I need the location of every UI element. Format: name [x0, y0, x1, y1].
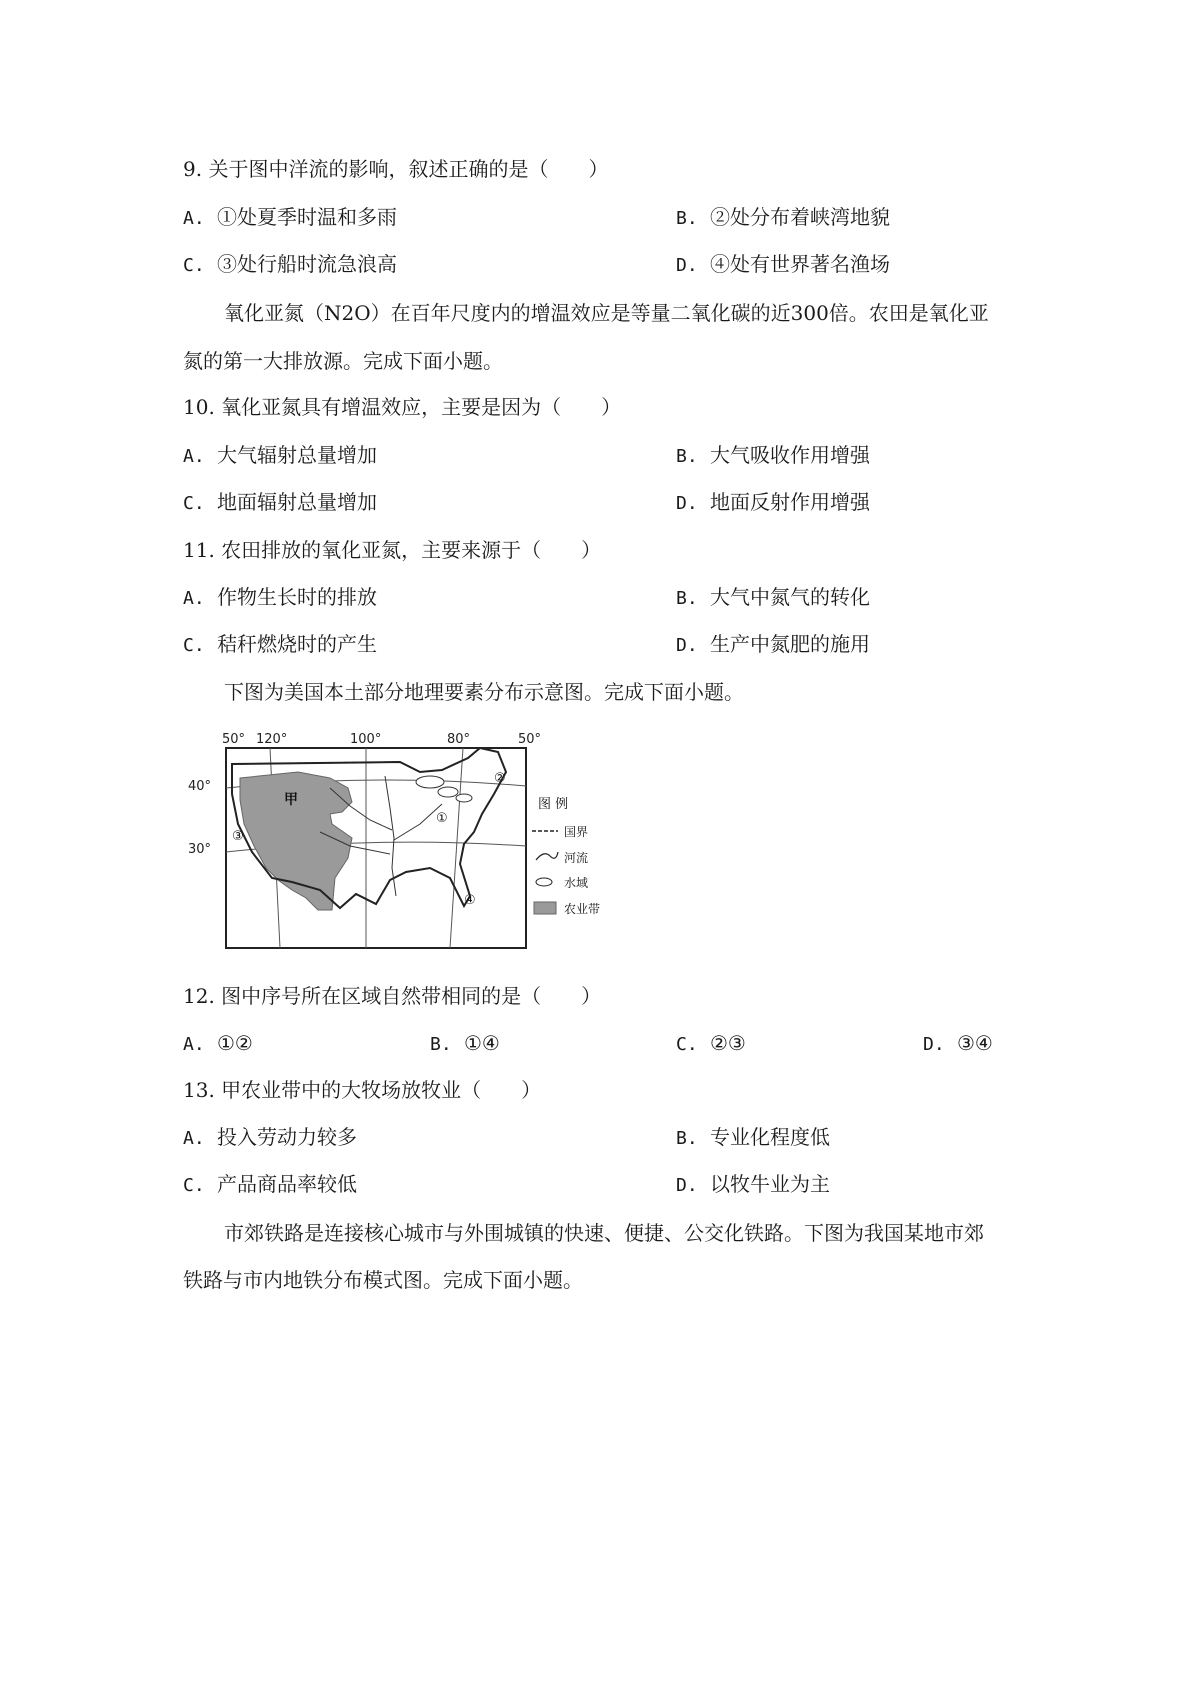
q10-option-a[interactable]: A. 大气辐射总量增加 — [183, 443, 377, 467]
lat-label-30: 30° — [188, 842, 212, 857]
marker-3: ③ — [232, 829, 244, 844]
q11-option-a[interactable]: A. 作物生长时的排放 — [183, 585, 377, 609]
q13-option-a[interactable]: A. 投入劳动力较多 — [183, 1125, 357, 1149]
q11-option-b[interactable]: B. 大气中氮气的转化 — [676, 585, 870, 609]
q10-option-c[interactable]: C. 地面辐射总量增加 — [183, 490, 377, 514]
q9-option-d[interactable]: D. ④处有世界著名渔场 — [676, 252, 890, 276]
usa-map-svg — [180, 728, 640, 958]
marker-2: ② — [494, 771, 506, 786]
legend-title: 图 例 — [538, 797, 569, 812]
q10-stem: 10. 氧化亚氮具有增温效应，主要是因为（ ） — [183, 395, 622, 419]
q13-option-c[interactable]: C. 产品商品率较低 — [183, 1172, 357, 1196]
marker-4: ④ — [464, 893, 476, 908]
usa-intro: 下图为美国本土部分地理要素分布示意图。完成下面小题。 — [224, 680, 744, 704]
region-label-jia: 甲 — [284, 792, 298, 808]
legend-water-swatch — [536, 878, 552, 886]
q12-option-c[interactable]: C. ②③ — [676, 1031, 746, 1055]
q12-option-d[interactable]: D. ③④ — [923, 1031, 993, 1055]
lon-label-5: 50° — [518, 732, 542, 747]
n2o-intro-line-1: 氧化亚氮（N2O）在百年尺度内的增温效应是等量二氧化碳的近300倍。农田是氧化亚 — [224, 301, 989, 325]
q13-option-d[interactable]: D. 以牧牛业为主 — [676, 1172, 830, 1196]
rail-intro-line-1: 市郊铁路是连接核心城市与外围城镇的快速、便捷、公交化铁路。下图为我国某地市郊 — [224, 1221, 984, 1245]
q11-option-c[interactable]: C. 秸秆燃烧时的产生 — [183, 632, 377, 656]
legend-river-swatch — [536, 852, 558, 860]
q9-option-a[interactable]: A. ①处夏季时温和多雨 — [183, 205, 397, 229]
lon-label-1: 50° — [222, 732, 246, 747]
q10-option-d[interactable]: D. 地面反射作用增强 — [676, 490, 870, 514]
q9-option-c[interactable]: C. ③处行船时流急浪高 — [183, 252, 397, 276]
q10-option-b[interactable]: B. 大气吸收作用增强 — [676, 443, 870, 467]
q13-stem: 13. 甲农业带中的大牧场放牧业（ ） — [183, 1078, 542, 1102]
usa-map-figure — [180, 728, 640, 958]
legend-river: 河流 — [564, 851, 589, 865]
legend-agri-swatch — [534, 902, 556, 914]
lon-label-3: 100° — [350, 732, 382, 747]
q13-option-b[interactable]: B. 专业化程度低 — [676, 1125, 830, 1149]
q11-option-d[interactable]: D. 生产中氮肥的施用 — [676, 632, 870, 656]
q11-stem: 11. 农田排放的氧化亚氮，主要来源于（ ） — [183, 538, 602, 562]
lon-label-4: 80° — [447, 732, 471, 747]
legend-border: 国界 — [564, 825, 589, 839]
lon-label-2: 120° — [256, 732, 288, 747]
q9-option-b[interactable]: B. ②处分布着峡湾地貌 — [676, 205, 890, 229]
q9-stem: 9. 关于图中洋流的影响，叙述正确的是（ ） — [183, 157, 609, 181]
legend-water: 水域 — [564, 876, 589, 890]
q12-option-b[interactable]: B. ①④ — [430, 1031, 500, 1055]
q12-option-a[interactable]: A. ①② — [183, 1031, 253, 1055]
lat-label-40: 40° — [188, 779, 212, 794]
rail-intro-line-2: 铁路与市内地铁分布模式图。完成下面小题。 — [183, 1268, 583, 1292]
q12-stem: 12. 图中序号所在区域自然带相同的是（ ） — [183, 984, 602, 1008]
marker-1: ① — [436, 811, 448, 826]
legend-agri: 农业带 — [564, 902, 601, 916]
n2o-intro-line-2: 氮的第一大排放源。完成下面小题。 — [183, 349, 503, 373]
